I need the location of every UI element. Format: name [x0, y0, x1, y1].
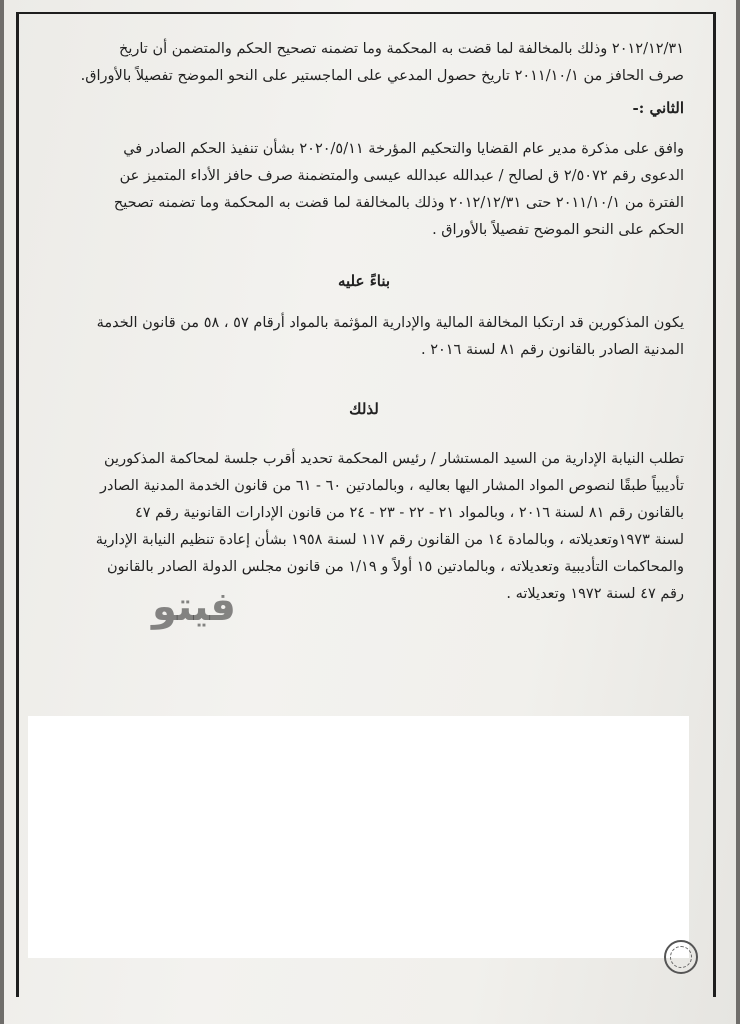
text-line: الفترة من ٢٠١١/١٠/١ حتى ٢٠١٢/١٢/٣١ وذلك بالمخالفة لما قضت به المحكمة وما تضمنه تصحيح: [113, 195, 684, 211]
text-line: لسنة ١٩٧٣وتعديلاته ، وبالمادة ١٤ من القانون رقم ١١٧ لسنة ١٩٥٨ بشأن إعادة تنظيم النيابة الإدارية: [95, 532, 684, 548]
text-line: رقم ٤٧ لسنة ١٩٧٢ وتعديلاته .: [506, 586, 684, 602]
text-line: تطلب النيابة الإدارية من السيد المستشار / رئيس المحكمة تحديد أقرب جلسة لمحاكمة المذكورين: [104, 451, 684, 467]
text-line: يكون المذكورين قد ارتكبا المخالفة المالية والإدارية المؤثمة بالمواد أرقام ٥٧ ، ٥٨ من قانون الخدمة: [96, 315, 684, 331]
text-line: والمحاكمات التأديبية وتعديلاته ، وبالمادتين ١٥ أولاً و ١/١٩ من قانون مجلس الدولة الصادر بالقانون: [107, 559, 684, 575]
paragraph-1: [44, 36, 684, 90]
text-line: المدنية الصادر بالقانون رقم ٨١ لسنة ٢٠١٦ .: [420, 342, 684, 358]
document-body: [44, 36, 684, 608]
text-line: تأديبياً طبقًا لنصوص المواد المشار اليها بعاليه ، وبالمادتين ٦٠ - ٦١ من قانون الخدمة المدنية الصادر: [100, 478, 684, 494]
paragraph-3: [44, 310, 684, 364]
document-page: [4, 0, 736, 1024]
heading-therefore: بناءً عليه: [337, 272, 391, 290]
text-line: الحكم على النحو الموضح تفصيلاً بالأوراق .: [432, 222, 684, 238]
text-line: بالقانون رقم ٨١ لسنة ٢٠١٦ ، وبالمواد ٢١ - ٢٢ - ٢٣ - ٢٤ من قانون الإدارات القانونية رقم ٤٧: [134, 505, 684, 521]
paragraph-4: [44, 446, 684, 608]
paragraph-2: [44, 136, 684, 244]
heading-hence: لذلك: [349, 400, 379, 418]
text-line: صرف الحافز من ٢٠١١/١٠/١ تاريخ حصول المدعي على الماجستير على النحو الموضح تفصيلاً بالأوراق.: [80, 68, 684, 84]
text-line: ٢٠١٢/١٢/٣١ وذلك بالمخالفة لما قضت به المحكمة وما تضمنه تصحيح الحكم والمتضمن أن تاريخ: [118, 41, 684, 57]
text-line: الدعوى رقم ٢/٥٠٧٢ ق لصالح / عبدالله عبدالله عيسى والمتضمنة صرف حافز الأداء المتميز عن: [119, 168, 684, 184]
redaction-box: [28, 716, 689, 958]
heading-second: الثاني :-: [632, 99, 684, 117]
watermark-logo: فيتو: [152, 584, 236, 630]
seal-stamp: [664, 940, 698, 974]
text-line: وافق على مذكرة مدير عام القضايا والتحكيم المؤرخة ٢٠٢٠/٥/١١ بشأن تنفيذ الحكم الصادر في: [123, 141, 684, 157]
